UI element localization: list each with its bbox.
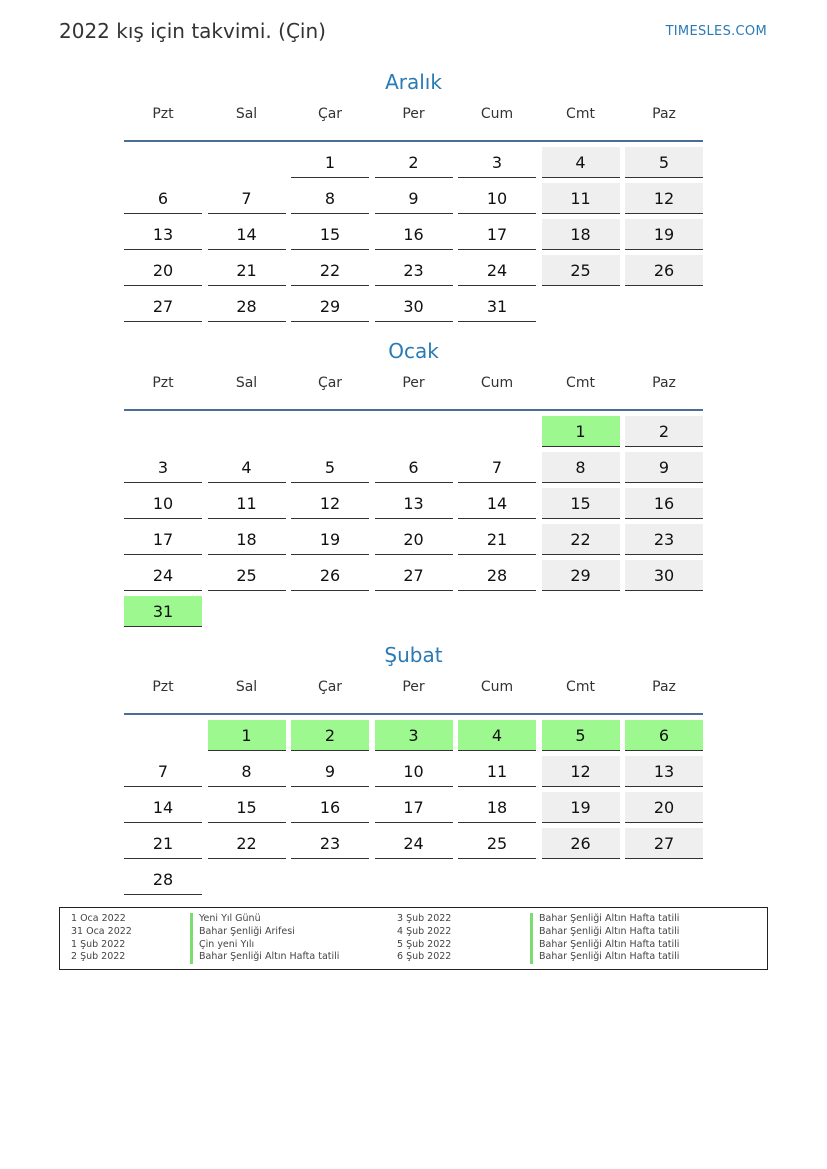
day-cell[interactable]: 26 [625, 255, 703, 286]
day-cell[interactable]: 10 [458, 183, 536, 214]
header-divider [124, 409, 703, 411]
day-cell[interactable]: 23 [625, 524, 703, 555]
day-cell[interactable]: 20 [375, 524, 453, 555]
week-row [124, 416, 703, 447]
day-cell[interactable]: 1 [208, 720, 286, 751]
day-cell[interactable]: 17 [124, 524, 202, 555]
month-calendar-subat [124, 642, 703, 895]
day-cell[interactable]: 31 [124, 596, 202, 627]
week-row [124, 864, 703, 895]
week-row [124, 596, 703, 627]
legend-name: Bahar Şenliği Altın Hafta tatili [530, 951, 679, 964]
day-cell[interactable]: 28 [208, 291, 286, 322]
day-cell[interactable]: 7 [124, 756, 202, 787]
day-cell[interactable]: 7 [208, 183, 286, 214]
day-cell[interactable]: 29 [291, 291, 369, 322]
day-cell[interactable]: 14 [124, 792, 202, 823]
day-cell[interactable]: 15 [291, 219, 369, 250]
day-cell[interactable]: 18 [208, 524, 286, 555]
week-row [124, 147, 703, 178]
day-cell[interactable]: 1 [542, 416, 620, 447]
month-calendar-ocak [124, 338, 703, 627]
empty-day-cell [208, 864, 286, 894]
day-cell[interactable]: 15 [208, 792, 286, 823]
empty-day-cell [375, 416, 453, 446]
day-cell[interactable]: 5 [625, 147, 703, 178]
day-cell[interactable]: 12 [542, 756, 620, 787]
empty-day-cell [208, 596, 286, 626]
day-cell[interactable]: 31 [458, 291, 536, 322]
day-cell[interactable]: 25 [542, 255, 620, 286]
legend-date: 3 Şub 2022 [397, 913, 452, 924]
empty-day-cell [208, 147, 286, 177]
day-cell[interactable]: 12 [625, 183, 703, 214]
legend-name: Bahar Şenliği Altın Hafta tatili [190, 951, 339, 964]
weekday-label: Paz [652, 375, 676, 391]
weekday-label: Cum [480, 679, 514, 695]
weekday-header-row [124, 372, 703, 407]
day-cell[interactable]: 22 [291, 255, 369, 286]
day-cell[interactable]: 11 [542, 183, 620, 214]
week-row [124, 756, 703, 787]
day-cell[interactable]: 24 [124, 560, 202, 591]
empty-day-cell [291, 596, 369, 626]
empty-day-cell [291, 416, 369, 446]
day-cell[interactable]: 28 [458, 560, 536, 591]
empty-day-cell [124, 416, 202, 446]
day-cell[interactable]: 19 [291, 524, 369, 555]
empty-day-cell [625, 864, 703, 894]
day-cell[interactable]: 22 [542, 524, 620, 555]
weekday-label: Cum [480, 375, 514, 391]
empty-day-cell [625, 291, 703, 321]
weekday-label: Per [402, 106, 425, 122]
day-cell[interactable]: 8 [291, 183, 369, 214]
day-cell[interactable]: 16 [291, 792, 369, 823]
day-cell[interactable]: 3 [124, 452, 202, 483]
day-cell[interactable]: 3 [375, 720, 453, 751]
legend-date: 5 Şub 2022 [397, 938, 452, 950]
weekday-label: Pzt [152, 375, 174, 391]
week-row [124, 560, 703, 591]
week-row [124, 255, 703, 286]
legend-name: Bahar Şenliği Arifesi [190, 926, 339, 939]
week-row [124, 183, 703, 214]
legend-date: 2 Şub 2022 [71, 951, 126, 963]
weekday-header-row [124, 103, 703, 138]
weekday-header-row [124, 676, 703, 711]
day-cell[interactable]: 6 [625, 720, 703, 751]
weekday-label: Cmt [566, 106, 595, 122]
weekday-label: Pzt [152, 106, 174, 122]
day-cell[interactable]: 29 [542, 560, 620, 591]
day-cell[interactable]: 14 [458, 488, 536, 519]
day-cell[interactable]: 13 [375, 488, 453, 519]
day-cell[interactable]: 4 [458, 720, 536, 751]
weekday-label: Paz [652, 106, 676, 122]
day-cell[interactable]: 23 [375, 255, 453, 286]
legend-name: Yeni Yıl Günü [190, 913, 339, 926]
day-cell[interactable]: 17 [458, 219, 536, 250]
weekday-label: Cmt [566, 375, 595, 391]
weekday-label: Çar [317, 375, 343, 391]
weekday-label: Sal [235, 106, 258, 122]
day-cell[interactable]: 20 [625, 792, 703, 823]
empty-day-cell [208, 416, 286, 446]
week-row [124, 452, 703, 483]
day-cell[interactable]: 27 [625, 828, 703, 859]
empty-day-cell [375, 864, 453, 894]
legend-name: Bahar Şenliği Altın Hafta tatili [530, 913, 679, 926]
weekday-label: Sal [235, 375, 258, 391]
day-cell[interactable]: 2 [291, 720, 369, 751]
weekday-label: Paz [652, 679, 676, 695]
day-cell[interactable]: 14 [208, 219, 286, 250]
day-cell[interactable]: 9 [625, 452, 703, 483]
empty-day-cell [124, 720, 202, 750]
day-cell[interactable]: 15 [542, 488, 620, 519]
empty-day-cell [291, 864, 369, 894]
empty-day-cell [458, 416, 536, 446]
weekday-label: Çar [317, 106, 343, 122]
legend-date: 6 Şub 2022 [397, 951, 452, 963]
day-cell[interactable]: 18 [542, 219, 620, 250]
weekday-label: Per [402, 375, 425, 391]
legend-name: Çin yeni Yılı [190, 939, 339, 952]
empty-day-cell [375, 596, 453, 626]
day-cell[interactable]: 13 [124, 219, 202, 250]
day-cell[interactable]: 11 [208, 488, 286, 519]
day-cell[interactable]: 13 [625, 756, 703, 787]
month-name: Şubat [384, 643, 443, 667]
day-cell[interactable]: 19 [542, 792, 620, 823]
week-row [124, 488, 703, 519]
week-row [124, 219, 703, 250]
day-cell[interactable]: 5 [291, 452, 369, 483]
legend-name: Bahar Şenliği Altın Hafta tatili [530, 926, 679, 939]
legend-name: Bahar Şenliği Altın Hafta tatili [530, 939, 679, 952]
empty-day-cell [542, 291, 620, 321]
day-cell[interactable]: 19 [625, 219, 703, 250]
day-cell[interactable]: 24 [458, 255, 536, 286]
day-cell[interactable]: 10 [375, 756, 453, 787]
day-cell[interactable]: 22 [208, 828, 286, 859]
weekday-label: Cum [480, 106, 514, 122]
day-cell[interactable]: 18 [458, 792, 536, 823]
empty-day-cell [625, 596, 703, 626]
day-cell[interactable]: 10 [124, 488, 202, 519]
header-divider [124, 140, 703, 142]
day-cell[interactable]: 27 [375, 560, 453, 591]
header-divider [124, 713, 703, 715]
week-row [124, 792, 703, 823]
day-cell[interactable]: 21 [124, 828, 202, 859]
legend-date: 1 Şub 2022 [71, 938, 126, 950]
week-row [124, 720, 703, 751]
day-cell[interactable]: 5 [542, 720, 620, 751]
day-cell[interactable]: 24 [375, 828, 453, 859]
day-cell[interactable]: 9 [291, 756, 369, 787]
day-cell[interactable]: 12 [291, 488, 369, 519]
week-row [124, 828, 703, 859]
day-cell[interactable]: 8 [208, 756, 286, 787]
weekday-label: Per [402, 679, 425, 695]
day-cell[interactable]: 30 [625, 560, 703, 591]
day-cell[interactable]: 8 [542, 452, 620, 483]
day-cell[interactable]: 9 [375, 183, 453, 214]
month-calendar-aralik [124, 69, 703, 322]
legend-date: 1 Oca 2022 [71, 913, 126, 924]
day-cell[interactable]: 6 [375, 452, 453, 483]
weekday-label: Pzt [152, 679, 174, 695]
day-cell[interactable]: 4 [542, 147, 620, 178]
day-cell[interactable]: 25 [458, 828, 536, 859]
weekday-label: Çar [317, 679, 343, 695]
day-cell[interactable]: 21 [208, 255, 286, 286]
page-title: 2022 kış için takvimi. (Çin) [59, 19, 326, 43]
empty-day-cell [542, 596, 620, 626]
legend-date: 31 Oca 2022 [71, 925, 132, 937]
day-cell[interactable]: 27 [124, 291, 202, 322]
day-cell[interactable]: 23 [291, 828, 369, 859]
day-cell[interactable]: 6 [124, 183, 202, 214]
week-row [124, 524, 703, 555]
day-cell[interactable]: 30 [375, 291, 453, 322]
day-cell[interactable]: 11 [458, 756, 536, 787]
day-cell[interactable]: 25 [208, 560, 286, 591]
day-cell[interactable]: 4 [208, 452, 286, 483]
day-cell[interactable]: 2 [625, 416, 703, 447]
day-cell[interactable]: 1 [291, 147, 369, 178]
legend-date: 4 Şub 2022 [397, 925, 452, 937]
day-cell[interactable]: 16 [625, 488, 703, 519]
day-cell[interactable]: 26 [542, 828, 620, 859]
empty-day-cell [124, 147, 202, 177]
empty-day-cell [458, 864, 536, 894]
month-name: Ocak [388, 339, 439, 363]
day-cell[interactable]: 28 [124, 864, 202, 895]
brand-link[interactable]: TIMESLES.COM [665, 24, 767, 39]
day-cell[interactable]: 26 [291, 560, 369, 591]
day-cell[interactable]: 3 [458, 147, 536, 178]
month-name: Aralık [385, 70, 442, 94]
day-cell[interactable]: 17 [375, 792, 453, 823]
day-cell[interactable]: 21 [458, 524, 536, 555]
weekday-label: Sal [235, 679, 258, 695]
week-row [124, 291, 703, 322]
weekday-label: Cmt [566, 679, 595, 695]
day-cell[interactable]: 16 [375, 219, 453, 250]
holiday-legend [59, 907, 768, 970]
day-cell[interactable]: 2 [375, 147, 453, 178]
day-cell[interactable]: 7 [458, 452, 536, 483]
empty-day-cell [542, 864, 620, 894]
empty-day-cell [458, 596, 536, 626]
day-cell[interactable]: 20 [124, 255, 202, 286]
